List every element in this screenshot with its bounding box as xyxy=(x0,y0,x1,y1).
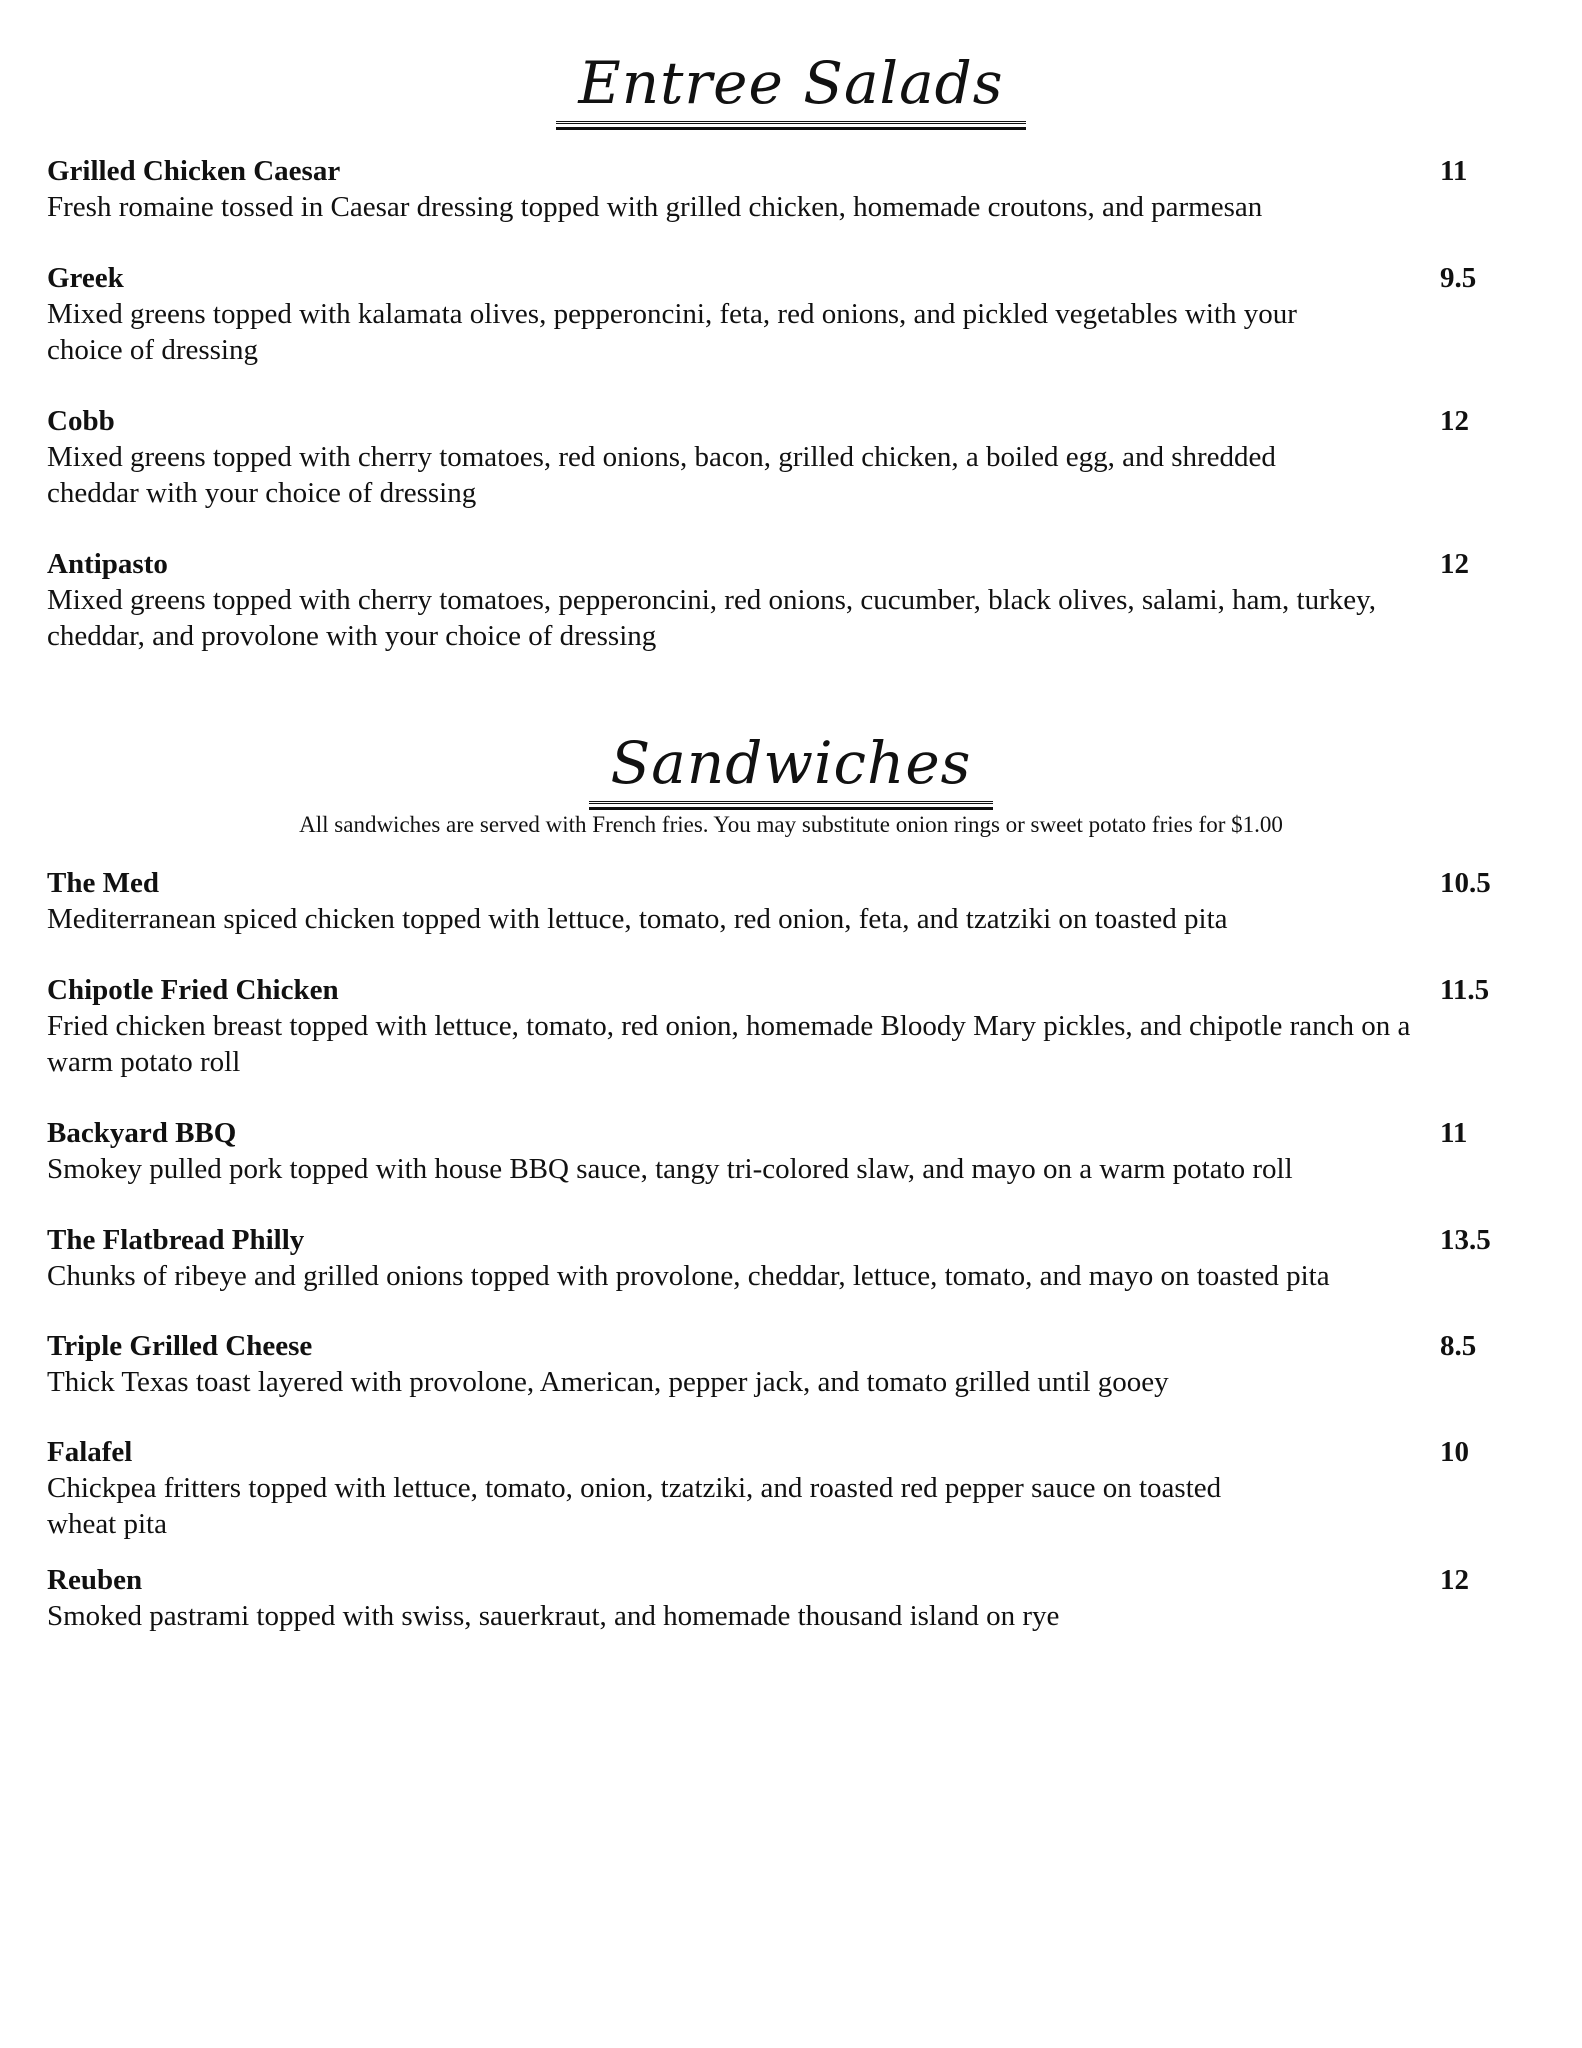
item-price: 12 xyxy=(1440,405,1469,437)
item-name: Triple Grilled Cheese xyxy=(47,1330,313,1362)
item-name: Falafel xyxy=(47,1436,133,1468)
item-name: Antipasto xyxy=(47,548,168,580)
item-price: 9.5 xyxy=(1440,262,1477,294)
item-name: The Med xyxy=(47,867,159,899)
item-description: Mixed greens topped with kalamata olives, pepperoncini, feta, red onions, and pickled vegetables with your choice of dressing xyxy=(47,298,1297,366)
item-description: Fried chicken breast topped with lettuce, tomato, red onion, homemade Bloody Mary pickles, and chipotle ranch on a warm potato roll xyxy=(47,1010,1411,1078)
menu-item xyxy=(47,403,1497,511)
item-description: Smokey pulled pork topped with house BBQ sauce, tangy tri-colored slaw, and mayo on a warm potato roll xyxy=(47,1153,1293,1185)
item-name: Chipotle Fried Chicken xyxy=(47,974,339,1006)
menu-item xyxy=(47,1562,1497,1634)
menu-item xyxy=(47,153,1497,225)
item-price: 13.5 xyxy=(1440,1224,1491,1256)
item-description: Thick Texas toast layered with provolone, American, pepper jack, and tomato grilled until gooey xyxy=(47,1366,1169,1398)
item-name: The Flatbread Philly xyxy=(47,1224,305,1256)
menu-item xyxy=(47,1222,1497,1294)
item-description: Chickpea fritters topped with lettuce, tomato, onion, tzatziki, and roasted red pepper sauce on toasted wheat pita xyxy=(47,1472,1222,1540)
item-price: 8.5 xyxy=(1440,1330,1477,1362)
sandwiches-note: All sandwiches are served with French fries. You may substitute onion rings or sweet potato fries for $1.00 xyxy=(299,812,1283,837)
menu-item xyxy=(47,546,1497,654)
menu-item xyxy=(47,1115,1497,1187)
item-price: 10.5 xyxy=(1440,867,1491,899)
item-price: 10 xyxy=(1440,1436,1469,1468)
item-name: Backyard BBQ xyxy=(47,1117,237,1149)
item-price: 11.5 xyxy=(1440,974,1490,1006)
item-price: 12 xyxy=(1440,548,1469,580)
menu-item xyxy=(47,1328,1497,1400)
item-price: 12 xyxy=(1440,1564,1469,1596)
item-name: Reuben xyxy=(47,1564,143,1596)
item-description: Mediterranean spiced chicken topped with lettuce, tomato, red onion, feta, and tzatziki on toasted pita xyxy=(47,903,1228,935)
item-description: Mixed greens topped with cherry tomatoes, pepperoncini, red onions, cucumber, black olives, salami, ham, turkey, cheddar, and provolone with your choice of dressing xyxy=(47,584,1376,652)
item-price: 11 xyxy=(1440,155,1468,187)
menu-item xyxy=(47,865,1497,937)
menu-item xyxy=(47,972,1497,1080)
item-description: Chunks of ribeye and grilled onions topped with provolone, cheddar, lettuce, tomato, and mayo on toasted pita xyxy=(47,1260,1330,1292)
item-description: Fresh romaine tossed in Caesar dressing topped with grilled chicken, homemade croutons, and parmesan xyxy=(47,191,1263,223)
sandwiches-section-title xyxy=(0,730,1582,804)
item-description: Smoked pastrami topped with swiss, sauerkraut, and homemade thousand island on rye xyxy=(47,1600,1060,1632)
sandwiches-title-text: Sandwiches xyxy=(589,730,994,804)
item-name: Grilled Chicken Caesar xyxy=(47,155,341,187)
item-price: 11 xyxy=(1440,1117,1468,1149)
item-name: Cobb xyxy=(47,405,115,437)
item-name: Greek xyxy=(47,262,124,294)
salads-section-title xyxy=(0,50,1582,124)
menu-item xyxy=(47,260,1497,368)
menu-item xyxy=(47,1434,1497,1542)
item-description: Mixed greens topped with cherry tomatoes, red onions, bacon, grilled chicken, a boiled egg, and shredded cheddar with your choice of dressing xyxy=(47,441,1276,509)
salads-title-text: Entree Salads xyxy=(556,50,1025,124)
